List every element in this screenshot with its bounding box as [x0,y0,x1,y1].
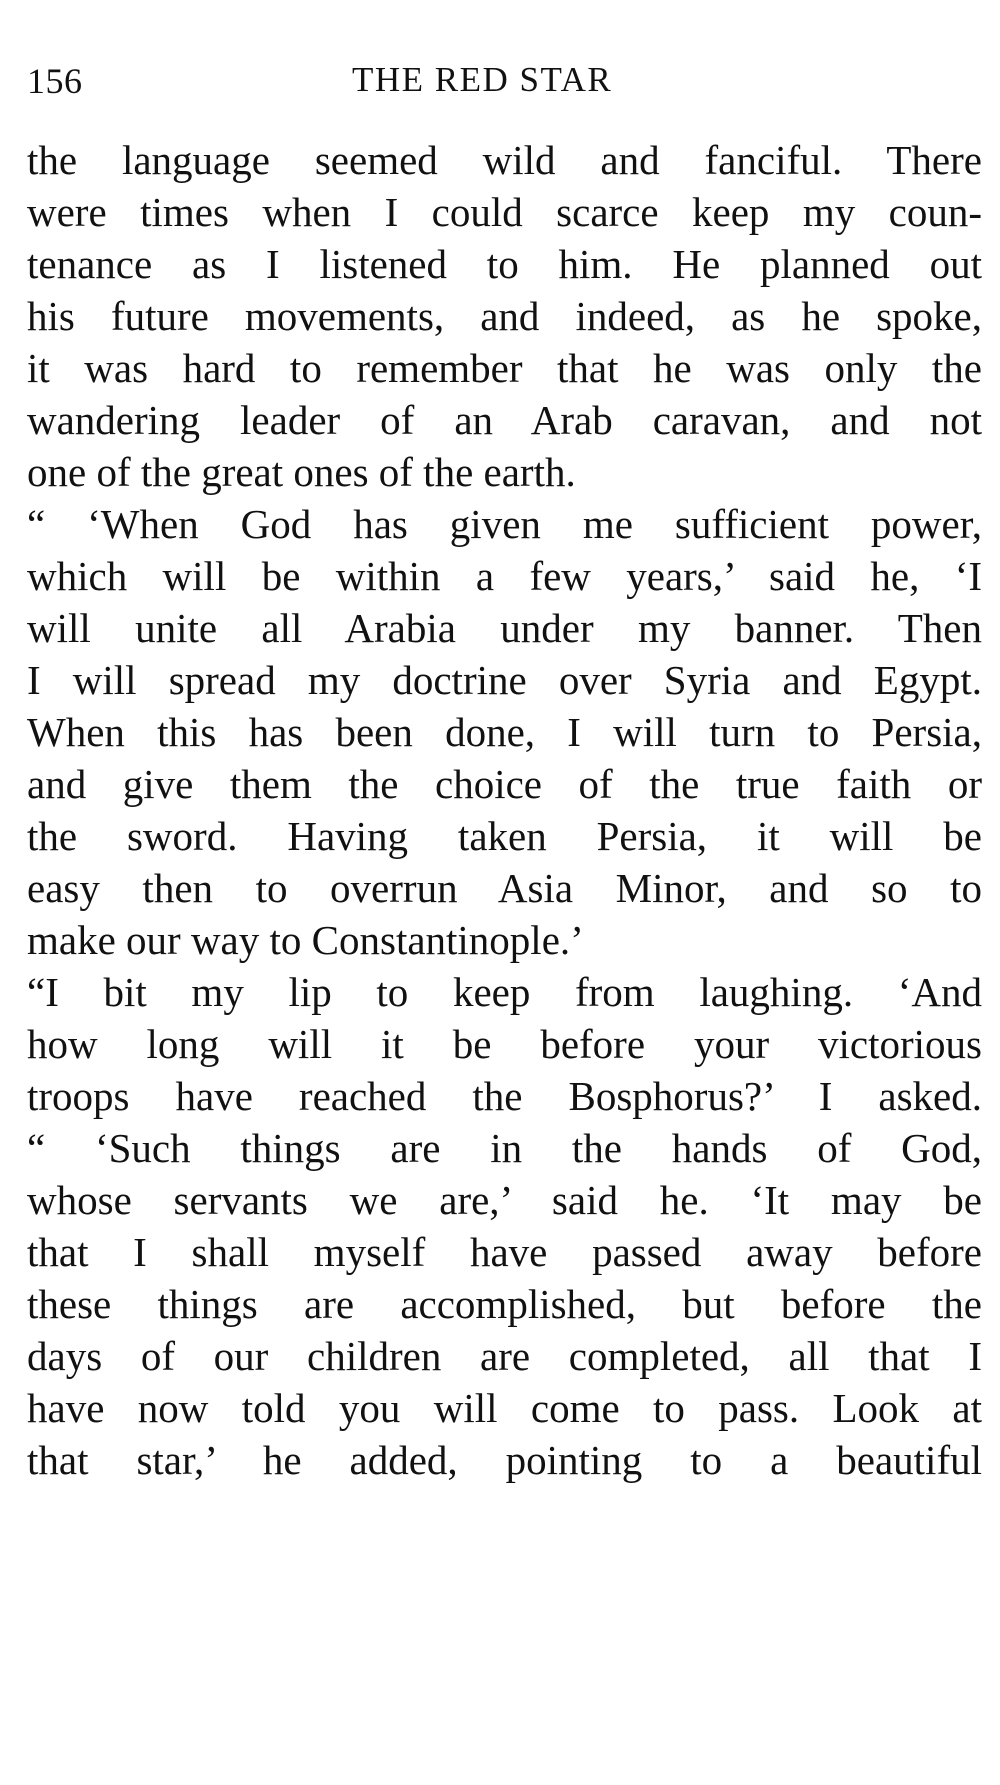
text-line: it was hard to remember that he was only the [27,345,982,391]
text-line: that I shall myself have passed away before [27,1229,982,1275]
text-line: have now told you will come to pass. Look at [27,1385,982,1431]
text-line: I will spread my doctrine over Syria and Egypt. [27,657,982,703]
text-line: and give them the choice of the true faith or [27,761,982,807]
body-text [27,134,982,1486]
text-line: days of our children are completed, all that I [27,1333,982,1379]
text-line: his future movements, and indeed, as he spoke, [27,293,982,339]
text-line: which will be within a few years,’ said he, ‘I [27,553,982,599]
text-line: tenance as I listened to him. He planned out [27,241,982,287]
text-line: that star,’ he added, pointing to a beautiful [27,1437,982,1483]
text-line: “ ‘Such things are in the hands of God, [27,1125,982,1171]
text-line: the sword. Having taken Persia, it will be [27,813,982,859]
page-header [27,60,987,108]
page-number: 156 [27,61,83,101]
text-line: these things are accomplished, but before the [27,1281,982,1327]
running-title: THE RED STAR [352,60,613,99]
text-line: make our way to Constantinople.’ [27,917,584,963]
text-line: “ ‘When God has given me sufficient power, [27,501,982,547]
text-line: will unite all Arabia under my banner. Then [27,605,982,651]
text-line: easy then to overrun Asia Minor, and so to [27,865,982,911]
text-line: troops have reached the Bosphorus?’ I asked. [27,1073,982,1119]
text-line: wandering leader of an Arab caravan, and not [27,397,982,443]
text-line: one of the great ones of the earth. [27,449,576,495]
text-line: whose servants we are,’ said he. ‘It may be [27,1177,982,1223]
text-line: “I bit my lip to keep from laughing. ‘And [27,969,982,1015]
text-line: the language seemed wild and fanciful. There [27,137,982,183]
text-line: how long will it be before your victorious [27,1021,982,1067]
text-line: When this has been done, I will turn to Persia, [27,709,982,755]
text-line: were times when I could scarce keep my coun- [27,189,982,235]
